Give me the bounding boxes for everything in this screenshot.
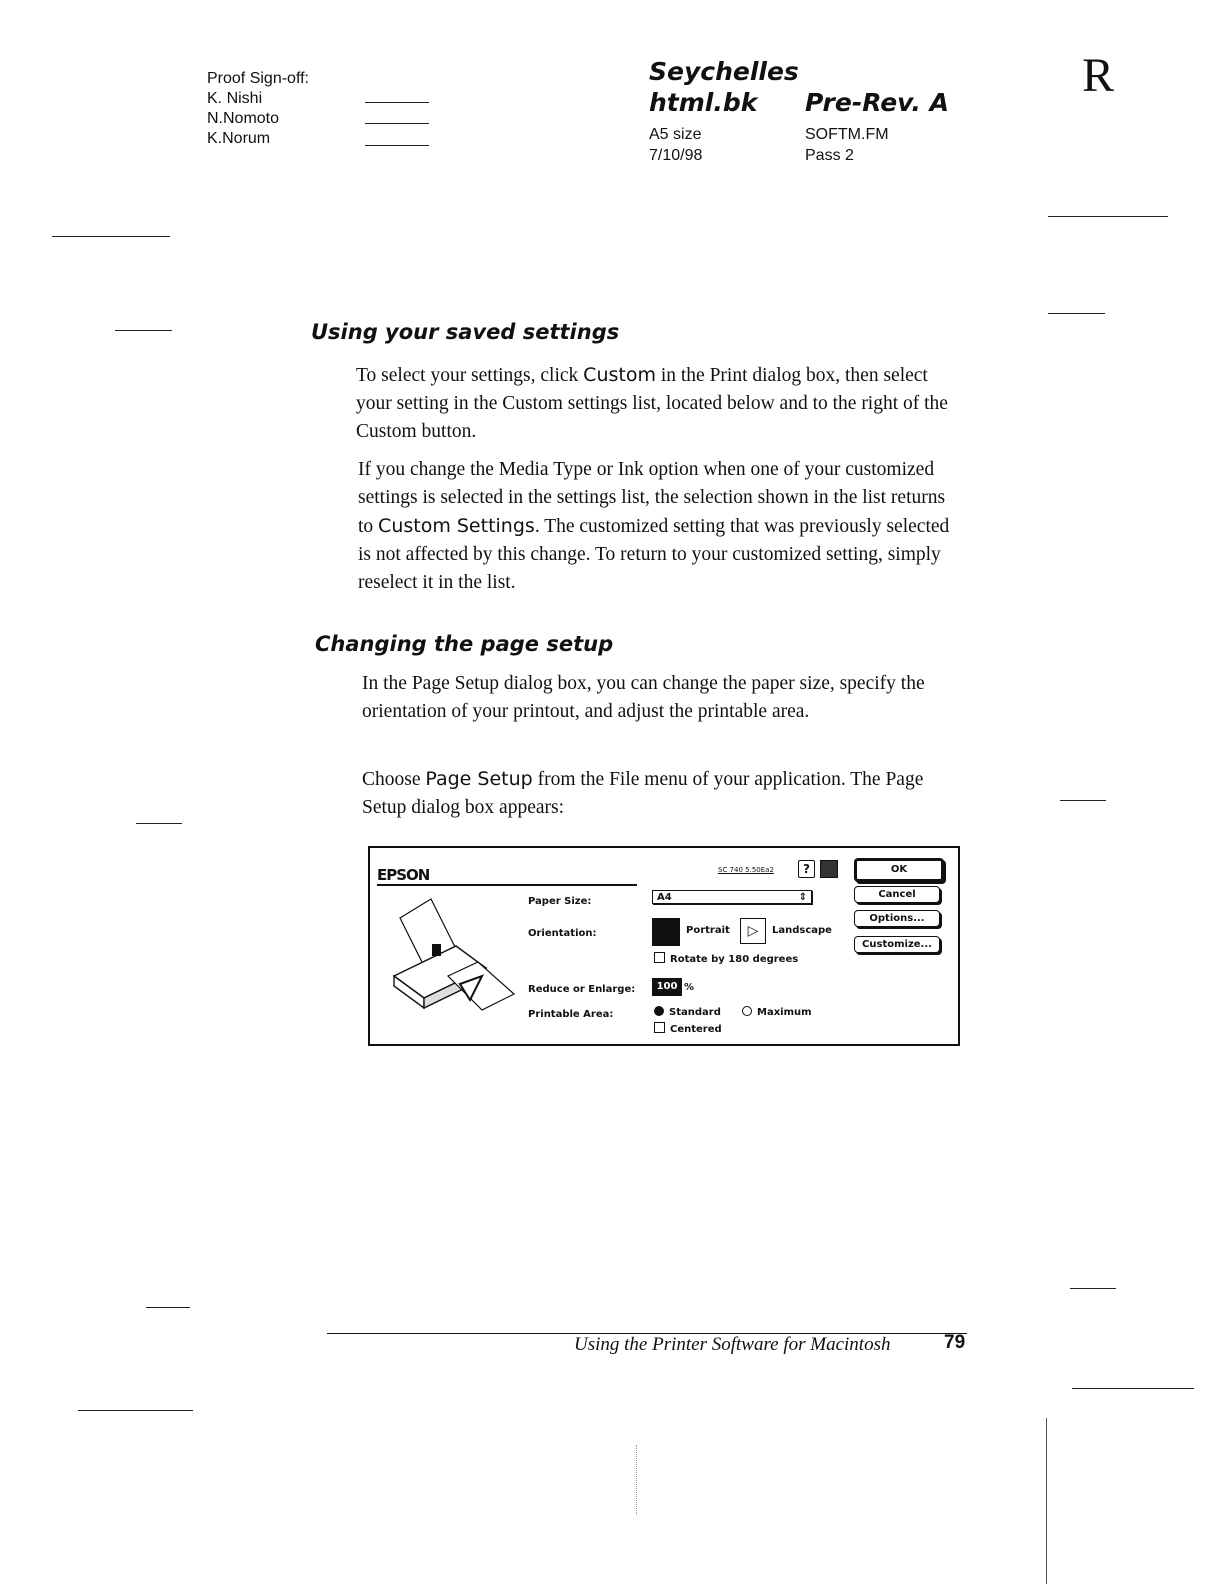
date: 7/10/98 xyxy=(649,147,703,164)
paragraph xyxy=(358,456,958,597)
page-setup-dialog xyxy=(368,846,960,1046)
proof-signoff-block xyxy=(207,69,309,149)
crop-mark xyxy=(115,330,172,331)
proof-label: Proof Sign-off: xyxy=(207,70,309,87)
printable-area-label: Printable Area: xyxy=(528,1009,614,1020)
checkbox-icon xyxy=(654,1022,665,1033)
radio-selected-icon xyxy=(654,1006,664,1016)
landscape-label: Landscape xyxy=(772,925,832,936)
page-number: 79 xyxy=(944,1332,966,1353)
crop-mark xyxy=(78,1410,193,1411)
checkbox-icon xyxy=(654,952,665,963)
crop-mark xyxy=(1072,1388,1194,1389)
rotate-label: Rotate by 180 degrees xyxy=(670,954,799,965)
rotate-checkbox[interactable] xyxy=(654,952,798,965)
crop-mark xyxy=(1046,1418,1047,1584)
ui-term: Page Setup xyxy=(425,768,533,790)
printer-info-icon[interactable] xyxy=(820,860,838,878)
ui-term: Custom xyxy=(583,364,656,386)
reduce-enlarge-label: Reduce or Enlarge: xyxy=(528,984,636,995)
book-file: html.bk xyxy=(649,88,758,117)
question-icon[interactable]: ? xyxy=(798,860,815,878)
paper-size-select[interactable] xyxy=(652,890,812,904)
crop-mark xyxy=(1048,313,1105,314)
crop-mark xyxy=(1060,800,1106,801)
paragraph xyxy=(362,765,962,822)
standard-radio[interactable] xyxy=(654,1006,721,1018)
text-run: If you change the Media Type or Ink option when one of your customized settings is selected in the settings list, the selection shown in the list returns to xyxy=(358,459,946,537)
printer-illustration-icon xyxy=(386,894,521,1018)
cancel-button[interactable]: Cancel xyxy=(854,886,940,903)
customize-button[interactable]: Customize... xyxy=(854,936,940,953)
options-button[interactable]: Options... xyxy=(854,910,940,927)
footer-title: Using the Printer Software for Macintosh xyxy=(574,1334,891,1355)
text-run: . The customized setting that was previously selected is not affected by this change. To return to your customized setting, simply reselect it in the list. xyxy=(358,516,950,593)
text-run: from the File menu of your application. The Page Setup dialog box appears: xyxy=(362,769,924,818)
text-run: Choose xyxy=(362,769,426,790)
paragraph xyxy=(356,361,956,446)
paper-size-label: Paper Size: xyxy=(528,896,592,907)
radio-icon xyxy=(742,1006,752,1016)
crop-mark xyxy=(1048,216,1168,217)
signoff-line-3 xyxy=(365,145,429,146)
fold-mark xyxy=(636,1445,637,1515)
orientation-label: Orientation: xyxy=(528,928,597,939)
text-run: To select your settings, click xyxy=(356,365,584,386)
signer-1: K. Nishi xyxy=(207,90,263,107)
ok-button[interactable]: OK xyxy=(854,858,944,882)
crop-mark xyxy=(136,823,182,824)
percent-sign: % xyxy=(684,982,695,993)
standard-label: Standard xyxy=(669,1007,721,1018)
epson-brand: EPSON xyxy=(377,866,637,886)
file-name: SOFTM.FM xyxy=(805,126,889,143)
page-size: A5 size xyxy=(649,126,702,143)
corner-letter: R xyxy=(1082,49,1115,102)
centered-label: Centered xyxy=(670,1024,722,1035)
driver-version: SC 740 5.50Ea2 xyxy=(718,866,774,874)
text-run: in the Print dialog box, then select your setting in the Custom settings list, located below and to the right of the Custom button. xyxy=(356,365,948,442)
crop-mark xyxy=(1070,1288,1116,1289)
portrait-icon[interactable] xyxy=(652,918,680,946)
crop-mark xyxy=(52,236,170,237)
signer-2: N.Nomoto xyxy=(207,110,280,127)
signoff-line-1 xyxy=(365,102,429,103)
paragraph: In the Page Setup dialog box, you can change the paper size, specify the orientation of your printout, and adjust the printable area. xyxy=(362,673,925,722)
landscape-icon[interactable]: ▷ xyxy=(740,918,766,944)
maximum-label: Maximum xyxy=(757,1007,812,1018)
ui-term: Custom Settings xyxy=(378,515,535,537)
revision: Pre-Rev. A xyxy=(805,88,949,117)
maximum-radio[interactable] xyxy=(742,1006,812,1018)
portrait-label: Portrait xyxy=(686,925,730,936)
crop-mark xyxy=(146,1307,190,1308)
book-title: Seychelles xyxy=(649,57,799,86)
chevron-updown-icon: ⇕ xyxy=(798,892,807,903)
signoff-line-2 xyxy=(365,123,429,124)
section-heading-page-setup: Changing the page setup xyxy=(315,632,614,656)
reduce-enlarge-input[interactable]: 100 xyxy=(652,978,682,996)
paper-size-value: A4 xyxy=(657,892,672,903)
centered-checkbox[interactable] xyxy=(654,1022,722,1035)
pass: Pass 2 xyxy=(805,147,854,164)
signer-3: K.Norum xyxy=(207,130,271,147)
section-heading-saved-settings: Using your saved settings xyxy=(311,320,620,344)
